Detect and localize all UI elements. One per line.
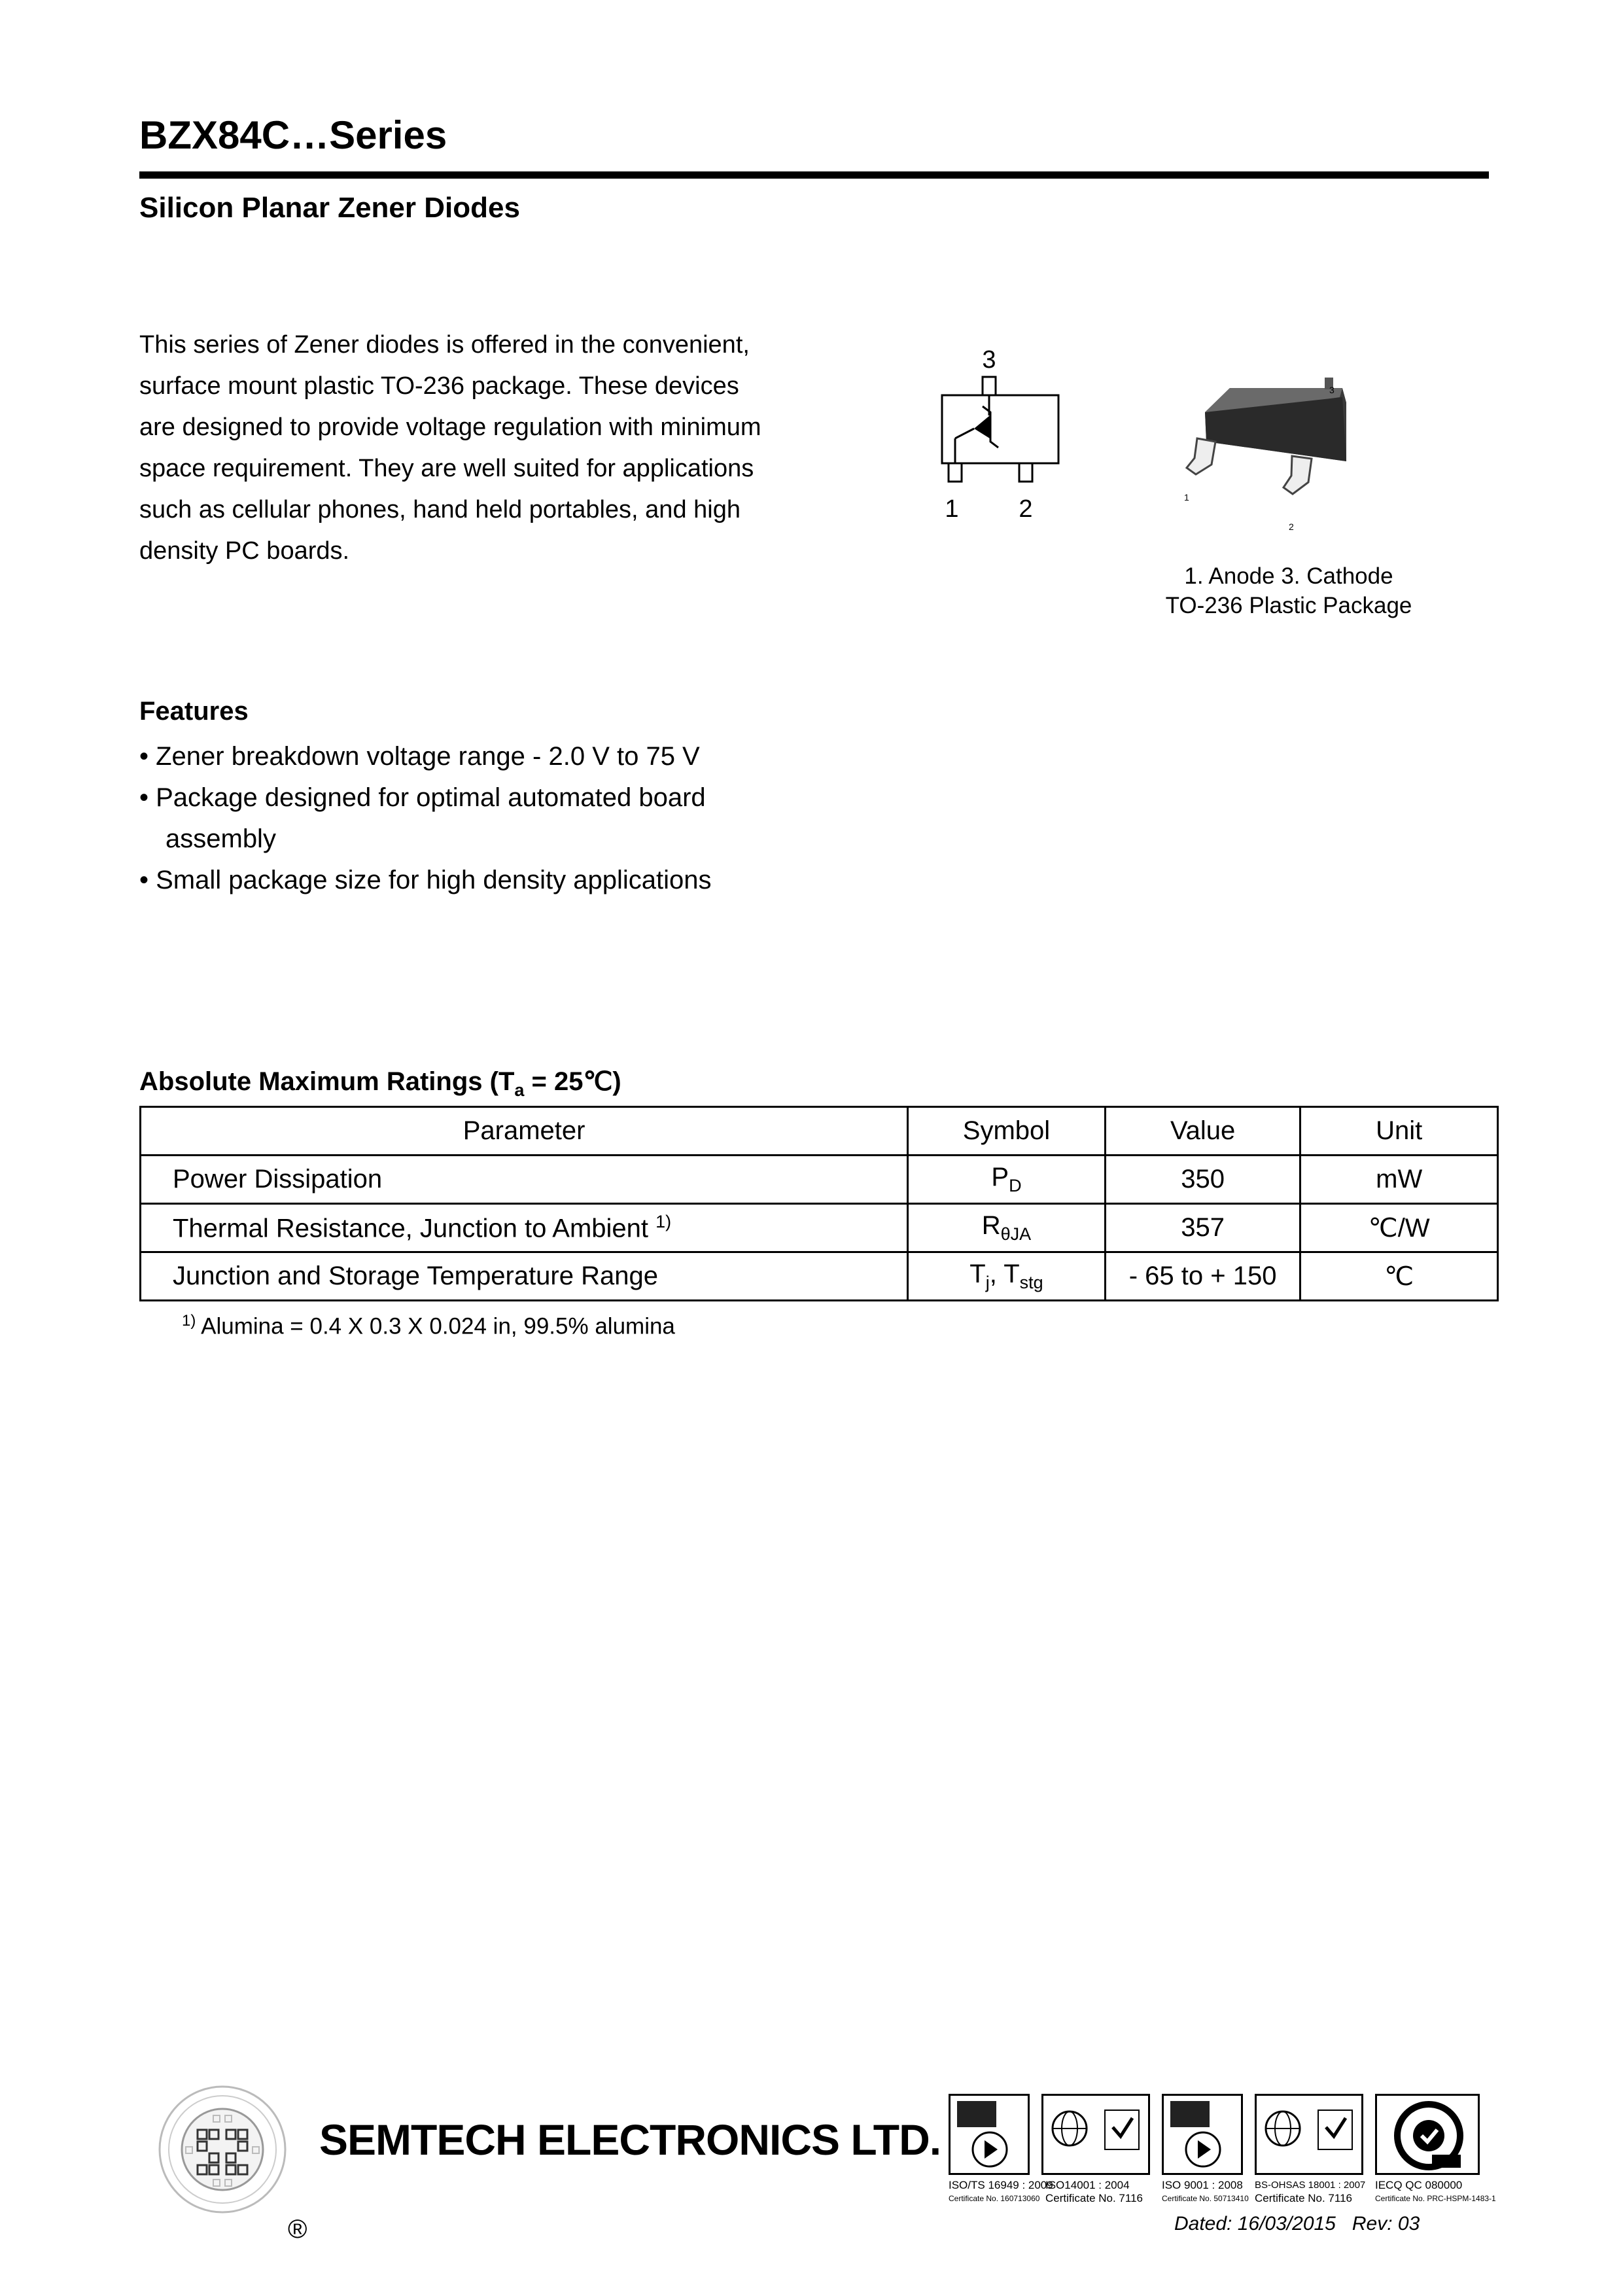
dekra-icon [1183,2130,1223,2169]
pin-label-3: 3 [982,346,996,374]
feature-item: • Package designed for optimal automated board [139,783,706,812]
page-title: BZX84C…Series [139,113,447,157]
zener-schematic [922,340,1079,537]
feature-item: • Small package size for high density applications [139,866,712,894]
table-header-row [141,1107,1498,1156]
cert-caption: IECQ QC 080000 Certificate No. PRC-HSPM-1483-1 [1375,2179,1496,2203]
cell-symbol: $P_D$ [908,1156,1106,1204]
photo-pin-2: 2 [1289,521,1294,532]
intro-line: surface mount plastic TO-236 package. These devices [139,372,739,400]
lead-2 [1283,456,1312,494]
lead-1 [1187,438,1215,474]
cert-caption: ISO/TS 16949 : 2009 Certificate No. 160713060 [949,2179,1053,2203]
cert-caption: BS-OHSAS 18001 : 2007 Certificate No. 7116 [1255,2180,1366,2204]
cell-symbol: $T_j$, $T_{stg}$ [908,1252,1106,1301]
sgs-icon [1393,2100,1465,2172]
ukas-icon [1316,2108,1355,2160]
feature-item: • Zener breakdown voltage range - 2.0 V to 75 V [139,742,700,771]
header-symbol: Symbol [908,1107,1106,1156]
feature-item: assembly [166,824,276,853]
intro-line: are designed to provide voltage regulation with minimum [139,414,761,441]
cert-caption: ISO14001 : 2004 Certificate No. 7116 [1045,2179,1143,2204]
zener-diode-icon [955,395,998,463]
header-unit: Unit [1300,1107,1498,1156]
package-caption [1112,561,1465,620]
cell-unit: ℃ [1300,1252,1498,1301]
globe-icon [1050,2109,1089,2148]
intro-line: space requirement. They are well suited for applications [139,455,754,482]
cert-badge [1375,2094,1480,2175]
cell-unit: ℃/W [1300,1204,1498,1252]
pin-label-2: 2 [1019,495,1033,523]
caption-line: TO-236 Plastic Package [1165,593,1412,618]
package-outline [942,395,1058,463]
ukas-icon [1102,2108,1142,2160]
page-subtitle: Silicon Planar Zener Diodes [139,192,520,224]
cert-badge [1162,2094,1243,2175]
cell-value: 357 [1105,1204,1300,1252]
cert-badge [949,2094,1030,2175]
cell-parameter: Thermal Resistance, Junction to Ambient $^{1)}$ [141,1204,908,1252]
ratings-table [139,1106,1499,1301]
photo-pin-1: 1 [1184,492,1189,503]
intro-line: This series of Zener diodes is offered in the convenient, [139,331,750,359]
features-heading: Features [139,697,249,726]
semtech-logo-icon [157,2084,288,2215]
table-row [141,1252,1498,1301]
intro-paragraph [139,325,872,572]
title-rule [139,171,1489,179]
features-list [139,736,711,901]
cell-value: - 65 to + 150 [1105,1252,1300,1301]
header-value: Value [1105,1107,1300,1156]
registered-mark: ® [288,2215,307,2244]
pin-1-lead [949,463,962,482]
certification-badges [949,2094,1496,2205]
cert-caption: ISO 9001 : 2008 Certificate No. 50713410 [1162,2179,1249,2203]
table-row [141,1156,1498,1204]
cell-value: 350 [1105,1156,1300,1204]
header-parameter: Parameter [141,1107,908,1156]
package-photo [1178,370,1374,533]
ratings-heading: Absolute Maximum Ratings ($T_a$ = 25℃) [139,1067,621,1100]
dekra-icon [970,2130,1009,2169]
cert-badge [1255,2094,1363,2175]
cell-parameter: Junction and Storage Temperature Range [141,1252,908,1301]
caption-line: 1. Anode 3. Cathode [1184,563,1393,589]
pin-label-1: 1 [945,495,959,523]
pin-2-lead [1019,463,1032,482]
cert-badge [1041,2094,1150,2175]
cell-symbol: $R_{\theta JA}$ [908,1204,1106,1252]
photo-pin-3: 3 [1329,385,1335,395]
table-row [141,1204,1498,1252]
company-name: SEMTECH ELECTRONICS LTD. [319,2115,941,2164]
cell-unit: mW [1300,1156,1498,1204]
cell-parameter: Power Dissipation [141,1156,908,1204]
intro-line: such as cellular phones, hand held portables, and high [139,496,741,523]
pin-3-lead [983,377,996,395]
globe-icon [1263,2109,1302,2148]
intro-line: density PC boards. [139,537,350,565]
revision-date: Dated: 16/03/2015 Rev: 03 [1174,2213,1420,2234]
table-footnote: $^{1)}$ Alumina = 0.4 X 0.3 X 0.024 in, 99.5% alumina [182,1312,675,1339]
